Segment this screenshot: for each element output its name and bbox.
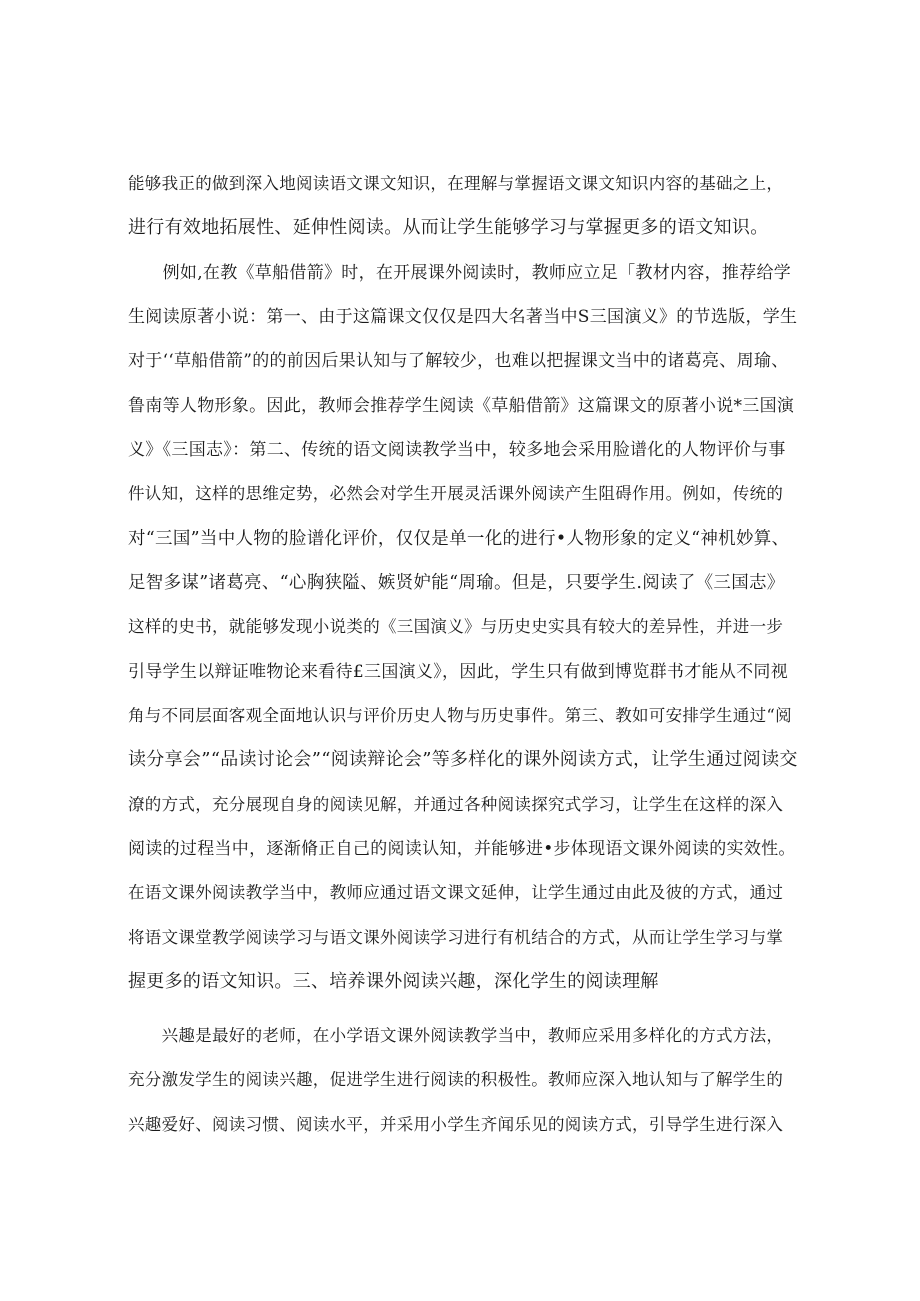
text-line: 件认知，这样的思维定势，必然会对学生开展灵活课外阅读产生阻碍作用。例如，传统的 bbox=[128, 484, 784, 503]
text-line: 鲁南等人物形象。因此，教师会推荐学生阅读《草船借箭》这篇课文的原著小说*三国演 bbox=[128, 396, 795, 416]
text-line: 兴趣爱好、阅读习惯、阅读水平，并采用小学生齐闻乐见的阅读方式，引导学生进行深入 bbox=[128, 1115, 784, 1134]
text-line: 对于‘‘草船借箭”的的前因后果认知与了解较少，也难以把握课文当中的诸葛亮、周瑜、 bbox=[128, 351, 789, 371]
text-line: 这样的史书，就能够发现小说类的《三国演义》与历史史实具有较大的差异性，并进一步 bbox=[128, 617, 784, 636]
text-line: 能够我正的做到深入地阅读语文课文知识，在理解与掌握语文课文知识内容的基础之上， bbox=[128, 174, 784, 193]
text-line: 兴趣是最好的老师，在小学语文课外阅读教学当中，教师应采用多样化的方式方法， bbox=[128, 1026, 784, 1045]
text-line: 对“三国”当中人物的脸谱化评价，仅仅是单一化的进行•人物形象的定义“神机妙算、 bbox=[128, 529, 790, 549]
text-line: 读分享会”“品读讨论会”“阅读辩论会”等多样化的课外阅读方式，让学生通过阅读交 bbox=[128, 749, 798, 770]
text-line: 阅读的过程当中，逐渐脩正自己的阅读认知，并能够进•步体现语文课外阅读的实效性。 bbox=[128, 839, 796, 859]
text-line: 生阅读原著小说：第一、由于这篇课文仅仅是四大名著当中S三国演义》的节选版，学生 bbox=[128, 307, 798, 327]
text-line: 义》《三国志》：第二、传统的语文阅读教学当中，较多地会采用脸谱化的人物评价与事 bbox=[128, 440, 786, 460]
text-line: 例如,在教《草船借箭》时，在开展课外阅读时，教师应立足「教材内容，推荐给学 bbox=[128, 263, 792, 283]
text-line: 握更多的语文知识。三、培养课外阅读兴趣，深化学生的阅读理解 bbox=[128, 971, 659, 992]
text-line: 潦的方式，充分展现自身的阅读见解，并通过各种阅读探究式学习，让学生在这样的深入 bbox=[128, 795, 784, 814]
text-line: 引导学生以辩证唯物论来看待£三国演义》，因此，学生只有做到博览群书才能从不同视 bbox=[128, 662, 789, 682]
text-line: 足智多谋”诸葛亮、“心胸狭隘、嫉贤妒能“周瑜。但是，只要学生.阅读了《三国志》 bbox=[128, 573, 785, 593]
text-line: 进行有效地拓展性、延伸性阅读。从而让学生能够学习与掌握更多的语文知识。 bbox=[128, 217, 769, 238]
text-line: 在语文课外阅读教学当中，教师应通过语文课文延伸，让学生通过由此及彼的方式，通过 bbox=[128, 883, 784, 902]
text-line: 角与不同层面客观全面地认识与评价历史人物与历史事件。第三、教如可安排学生通过“阅 bbox=[128, 706, 792, 725]
text-line: 充分激发学生的阅读兴趣，促进学生进行阅读的积极性。教师应深入地认知与了解学生的 bbox=[128, 1070, 784, 1089]
text-line: 将语文课堂教学阅读学习与语文课外阅读学习进行有机结合的方式，从而让学生学习与掌 bbox=[128, 928, 784, 947]
